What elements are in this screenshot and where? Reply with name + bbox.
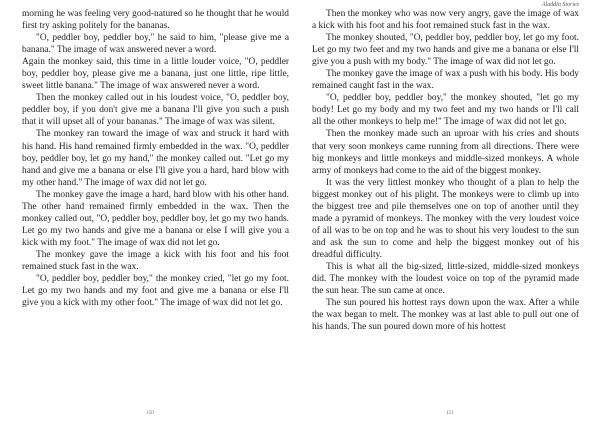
paragraph: Then the monkey who was now very angry, gave the image of wax a kick with his foot and his foot remained stuck fast in the wax. <box>312 9 579 32</box>
page-number-right: 151 <box>446 411 454 416</box>
left-page-text <box>22 8 289 309</box>
paragraph: Again the monkey said, this time in a little louder voice, "O, peddler boy, peddler boy, please give me a banana, just one little, ripe little, sweet little banana." The image of wax answered never a word. <box>22 57 289 92</box>
paragraph: Then the monkey made such an uproar with his cries and shouts that very soon monkeys came running from all directions. There were big monkeys and little monkeys and middle-sized monkeys. A whole army of monkeys had come to the aid of the biggest monkey. <box>312 129 579 176</box>
right-page-text <box>312 8 579 333</box>
paragraph: This is what all the big-sized, little-sized, middle-sized monkeys did. The monkey with the loudest voice on top of the pyramid made the sun hear. The sun came at once. <box>312 261 579 297</box>
paragraph: "O, peddler boy, peddler boy," the monkey shouted, "let go my body! Let go my body and my two feet and my two hands or I'll call all the other monkeys to help me!" The image of wax did not let go. <box>312 93 579 128</box>
paragraph: The monkey ran toward the image of wax and struck it hard with his hand. His hand remained firmly embedded in the wax. "O, peddler boy, peddler boy, let go my hand," the monkey called out. "Let go my hand and give me a banana or else I'll give you a hard, hard blow with my other hand." The image of wax did not let go. <box>22 129 289 188</box>
paragraph: morning he was feeling very good-natured so he thought that he would first try asking politely for the bananas. <box>22 9 289 32</box>
running-head: Aladdin Stories <box>541 2 579 8</box>
paragraph: It was the very littlest monkey who thought of a plan to help the biggest monkey out of his plight. The monkeys were to climb up into the biggest tree and pile themselves one on top of another until they made a pyramid of monkeys. The monkey with the very loudest voice of all was to be on top and he was to shout his very loudest to the sun and ask the sun to come and help the biggest monkey out of his dreadful difficulty. <box>312 177 579 260</box>
page-number-left: 150 <box>146 411 154 416</box>
paragraph: Then the monkey called out in his loudest voice, "O, peddler boy, peddler boy, if you don't give me a banana I'll give you such a push that it will upset all of your bananas." The image of wax was silent. <box>22 93 289 128</box>
paragraph: The monkey gave the image of wax a push with his body. His body remained caught fast in the wax. <box>312 69 579 92</box>
paragraph: "O, peddler boy, peddler boy," he said to him, "please give me a banana." The image of wax answered never a word. <box>22 33 289 56</box>
paragraph: The monkey gave the image a kick with his foot and his foot remained stuck fast in the wax. <box>22 249 289 272</box>
paragraph: "O, peddler boy, peddler boy," the monkey cried, "let go my foot. Let go my two hands and my foot and give me a banana or else I'll give you a kick with my other foot." The image of wax did not let go. <box>22 274 289 309</box>
paragraph: The sun poured his hottest rays down upon the wax. After a while the wax began to melt. The monkey was at last able to pull out one of his hands. The sun poured down more of his hottest <box>312 298 579 333</box>
paragraph: The monkey shouted, "O, peddler boy, peddler boy, let go my foot. Let go my two feet and my two hands and give me a banana or else I'll give you a push with my body." The image of wax did not let go. <box>312 33 579 68</box>
right-page <box>300 0 600 424</box>
paragraph: The monkey gave the image a hard, hard blow with his other hand. The other hand remained firmly embedded in the wax. Then the monkey called out, "O, peddler boy, peddler boy, let go my two hands. Let go my two hands and give me a banana or else I will give you a kick with my foot." The image of wax did not let go. <box>22 189 289 248</box>
